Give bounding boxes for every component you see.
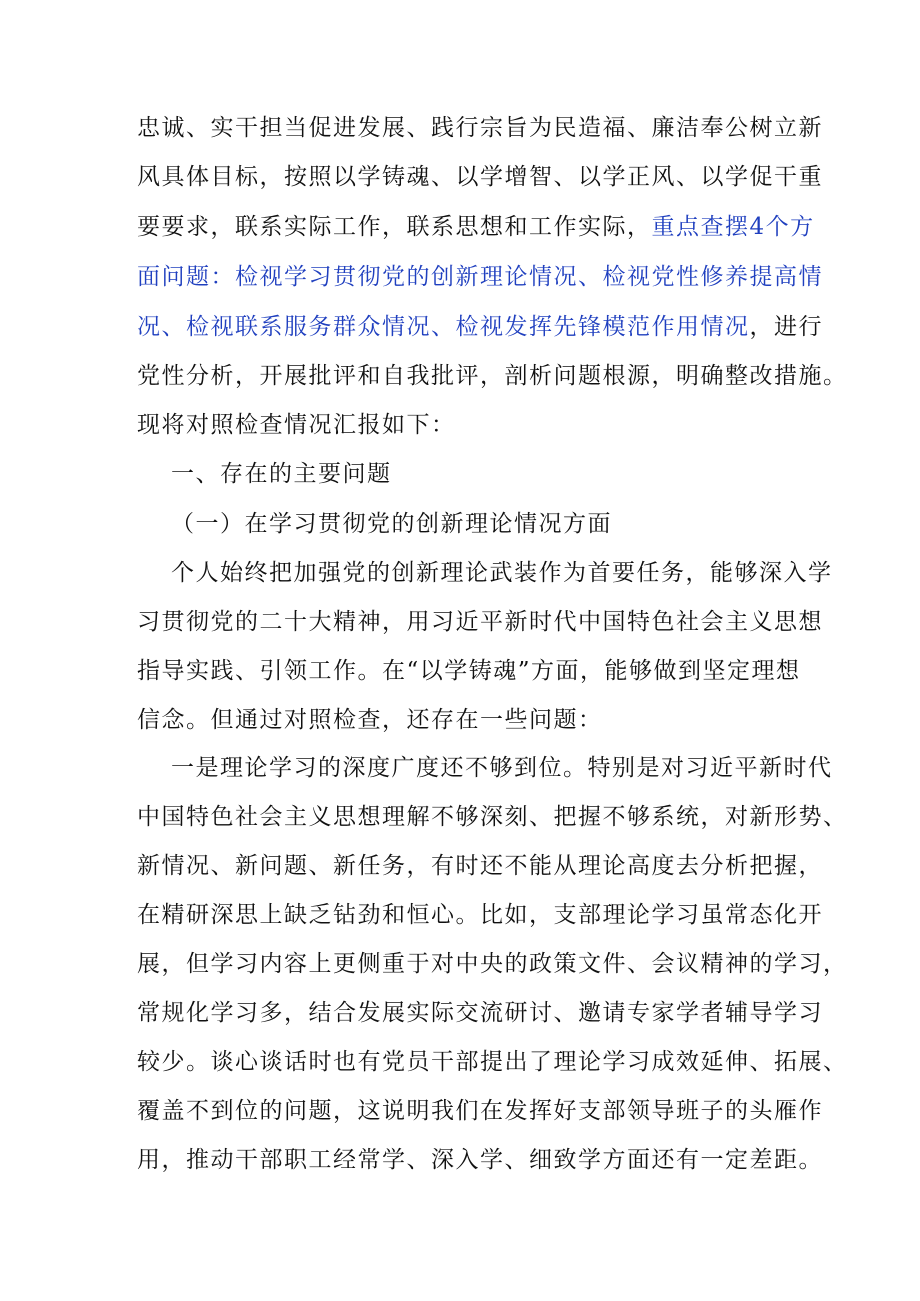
para-1-line-2: 习贯彻党的二十大精神，用习近平新时代中国特色社会主义思想 (137, 609, 823, 635)
intro-line-4-highlight: 面问题：检视学习贯彻党的创新理论情况、检视党性修养提高情 (137, 264, 823, 290)
section-heading-1: 一、存在的主要问题 (171, 461, 392, 487)
intro-line-3-plain: 要要求，联系实际工作，联系思想和工作实际， (137, 214, 652, 240)
para-2-line-4: 在精研深思上缺乏钻劲和恒心。比如，支部理论学习虽常态化开 (137, 902, 823, 928)
intro-line-3 (137, 212, 815, 242)
para-1-line-3: 指导实践、引领工作。在“以学铸魂”方面，能够做到坚定理想 (137, 658, 801, 684)
intro-line-5-highlight: 况、检视联系服务群众情况、检视发挥先锋模范作用情况 (137, 314, 750, 340)
para-2-line-1: 一是理论学习的深度广度还不够到位。特别是对习近平新时代 (171, 755, 833, 781)
intro-line-7: 现将对照检查情况汇报如下： (137, 412, 456, 438)
intro-line-5 (137, 312, 823, 342)
intro-line-5-plain: ，进行 (749, 314, 823, 340)
para-2-line-6: 常规化学习多，结合发展实际交流研讨、邀请专家学者辅导学习 (137, 1000, 823, 1026)
para-2-line-7: 较少。谈心谈话时也有党员干部提出了理论学习成效延伸、拓展、 (137, 1049, 848, 1075)
section-heading-2: （一）在学习贯彻党的创新理论情况方面 (171, 511, 612, 537)
intro-line-1: 忠诚、实干担当促进发展、践行宗旨为民造福、廉洁奉公树立新 (137, 115, 823, 141)
para-2-line-2: 中国特色社会主义思想理解不够深刻、把握不够系统，对新形势、 (137, 804, 848, 830)
intro-line-6: 党性分析，开展批评和自我批评，剖析问题根源，明确整改措施。 (137, 363, 848, 389)
para-2-line-9: 用，推动干部职工经常学、深入学、细致学方面还有一定差距。 (137, 1147, 823, 1173)
para-1-line-4: 信念。但通过对照检查，还存在一些问题： (137, 707, 603, 733)
intro-line-3-highlight: 重点查摆4个方 (651, 214, 815, 240)
para-2-line-3: 新情况、新问题、新任务，有时还不能从理论高度去分析把握， (137, 853, 823, 879)
para-1-line-1: 个人始终把加强党的创新理论武装作为首要任务，能够深入学 (171, 560, 833, 586)
para-2-line-5: 展，但学习内容上更侧重于对中央的政策文件、会议精神的学习， (137, 951, 848, 977)
para-2-line-8: 覆盖不到位的问题，这说明我们在发挥好支部领导班子的头雁作 (137, 1098, 823, 1124)
intro-line-2: 风具体目标，按照以学铸魂、以学增智、以学正风、以学促干重 (137, 164, 823, 190)
